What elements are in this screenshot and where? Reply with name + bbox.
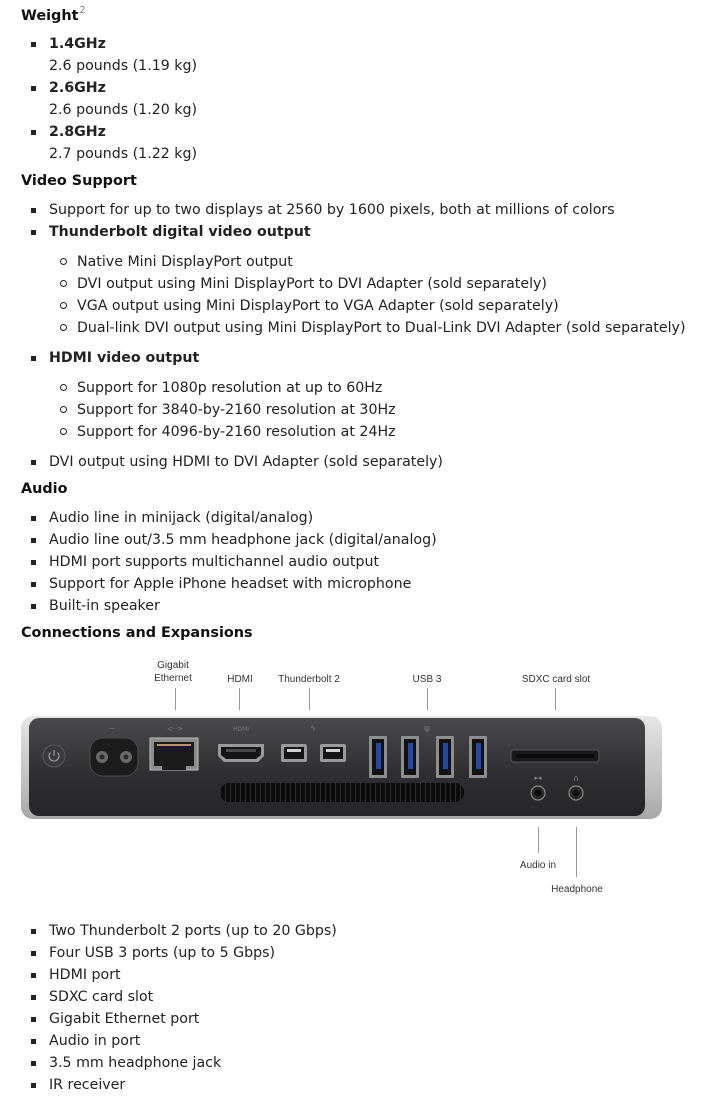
connection-item-8: IR receiver xyxy=(49,1077,126,1093)
connection-item-3: HDMI port xyxy=(49,967,121,983)
footnote-ref[interactable]: 2 xyxy=(79,5,86,16)
weight-value-1: 2.6 pounds (1.19 kg) xyxy=(49,58,198,74)
connection-item-4: SDXC card slot xyxy=(49,989,154,1005)
hdmi-port-icon xyxy=(218,726,264,762)
thunderbolt-ports-icon xyxy=(281,724,346,762)
label-thunderbolt: Thunderbolt 2 xyxy=(278,674,340,685)
video-dvi: DVI output using HDMI to DVI Adapter (sold separately) xyxy=(49,454,443,470)
weight-heading: Weight$^2$ xyxy=(21,5,86,24)
hdmi-item-2: Support for 3840-by-2160 resolution at 30Hz xyxy=(77,402,396,418)
label-headphone: Headphone xyxy=(551,884,603,895)
thunderbolt-item-3: VGA output using Mini DisplayPort to VGA Adapter (sold separately) xyxy=(77,298,559,314)
label-gigabit-ethernet: Gigabit Ethernet xyxy=(154,660,192,684)
video-heading: Video Support xyxy=(21,173,137,189)
connection-item-6: Audio in port xyxy=(49,1033,141,1049)
connection-item-2: Four USB 3 ports (up to 5 Gbps) xyxy=(49,945,276,961)
power-input-icon xyxy=(90,724,138,776)
callout-line xyxy=(538,827,539,853)
label-audio-in: Audio in xyxy=(519,860,557,871)
svg-text:▸◂: ▸◂ xyxy=(534,774,542,782)
thunderbolt-item-4: Dual-link DVI output using Mini DisplayPort to Dual-Link DVI Adapter (sold separately) xyxy=(77,320,686,336)
usb-ports-icon xyxy=(369,724,487,778)
thunderbolt-heading: Thunderbolt digital video output xyxy=(49,224,311,240)
svg-text:ψ: ψ xyxy=(424,724,430,734)
hdmi-port-label: HDMI xyxy=(232,726,250,733)
weight-model-3: 2.8GHz xyxy=(49,124,106,140)
air-vent xyxy=(220,783,464,802)
power-button-icon xyxy=(43,745,65,767)
headphone-port-icon xyxy=(569,774,583,800)
label-sdxc: SDXC card slot xyxy=(521,674,591,685)
thunderbolt-item-2: DVI output using Mini DisplayPort to DVI Adapter (sold separately) xyxy=(77,276,547,292)
svg-text:∩: ∩ xyxy=(573,774,579,783)
bullet-icon xyxy=(31,1061,36,1066)
weight-value-2: 2.6 pounds (1.20 kg) xyxy=(49,102,198,118)
label-hdmi: HDMI xyxy=(227,674,253,685)
callout-line xyxy=(576,827,577,877)
connection-item-7: 3.5 mm headphone jack xyxy=(49,1055,222,1071)
bullet-icon xyxy=(31,929,36,934)
weight-value-3: 2.7 pounds (1.22 kg) xyxy=(49,146,198,162)
svg-text:<··>: <··> xyxy=(166,725,184,733)
audio-item-4: Support for Apple iPhone headset with microphone xyxy=(49,576,412,592)
audio-item-1: Audio line in minijack (digital/analog) xyxy=(49,510,314,526)
audio-heading: Audio xyxy=(21,481,68,497)
connections-heading: Connections and Expansions xyxy=(21,625,253,641)
audio-item-3: HDMI port supports multichannel audio output xyxy=(49,554,380,570)
sdxc-slot-icon xyxy=(511,750,599,762)
bullet-icon xyxy=(31,1017,36,1022)
bullet-icon xyxy=(31,1039,36,1044)
hdmi-heading: HDMI video output xyxy=(49,350,200,366)
video-displays: Support for up to two displays at 2560 by 1600 pixels, both at millions of colors xyxy=(49,202,615,218)
audio-in-port-icon xyxy=(531,774,545,800)
connection-item-1: Two Thunderbolt 2 ports (up to 20 Gbps) xyxy=(49,923,337,939)
svg-text:ϟ: ϟ xyxy=(310,724,316,733)
bullet-icon xyxy=(31,995,36,1000)
audio-item-2: Audio line out/3.5 mm headphone jack (digital/analog) xyxy=(49,532,437,548)
thunderbolt-item-1: Native Mini DisplayPort output xyxy=(77,254,293,270)
svg-text:~: ~ xyxy=(108,724,116,733)
bullet-icon xyxy=(31,973,36,978)
ethernet-port-icon xyxy=(150,725,198,770)
hdmi-item-3: Support for 4096-by-2160 resolution at 24Hz xyxy=(77,424,396,440)
audio-item-5: Built-in speaker xyxy=(49,598,160,614)
weight-model-2: 2.6GHz xyxy=(49,80,106,96)
weight-model-1: 1.4GHz xyxy=(49,36,106,52)
connection-item-5: Gigabit Ethernet port xyxy=(49,1011,200,1027)
bullet-icon xyxy=(31,951,36,956)
hdmi-item-1: Support for 1080p resolution at up to 60Hz xyxy=(77,380,383,396)
bullet-icon xyxy=(31,1083,36,1088)
label-usb: USB 3 xyxy=(412,674,442,685)
